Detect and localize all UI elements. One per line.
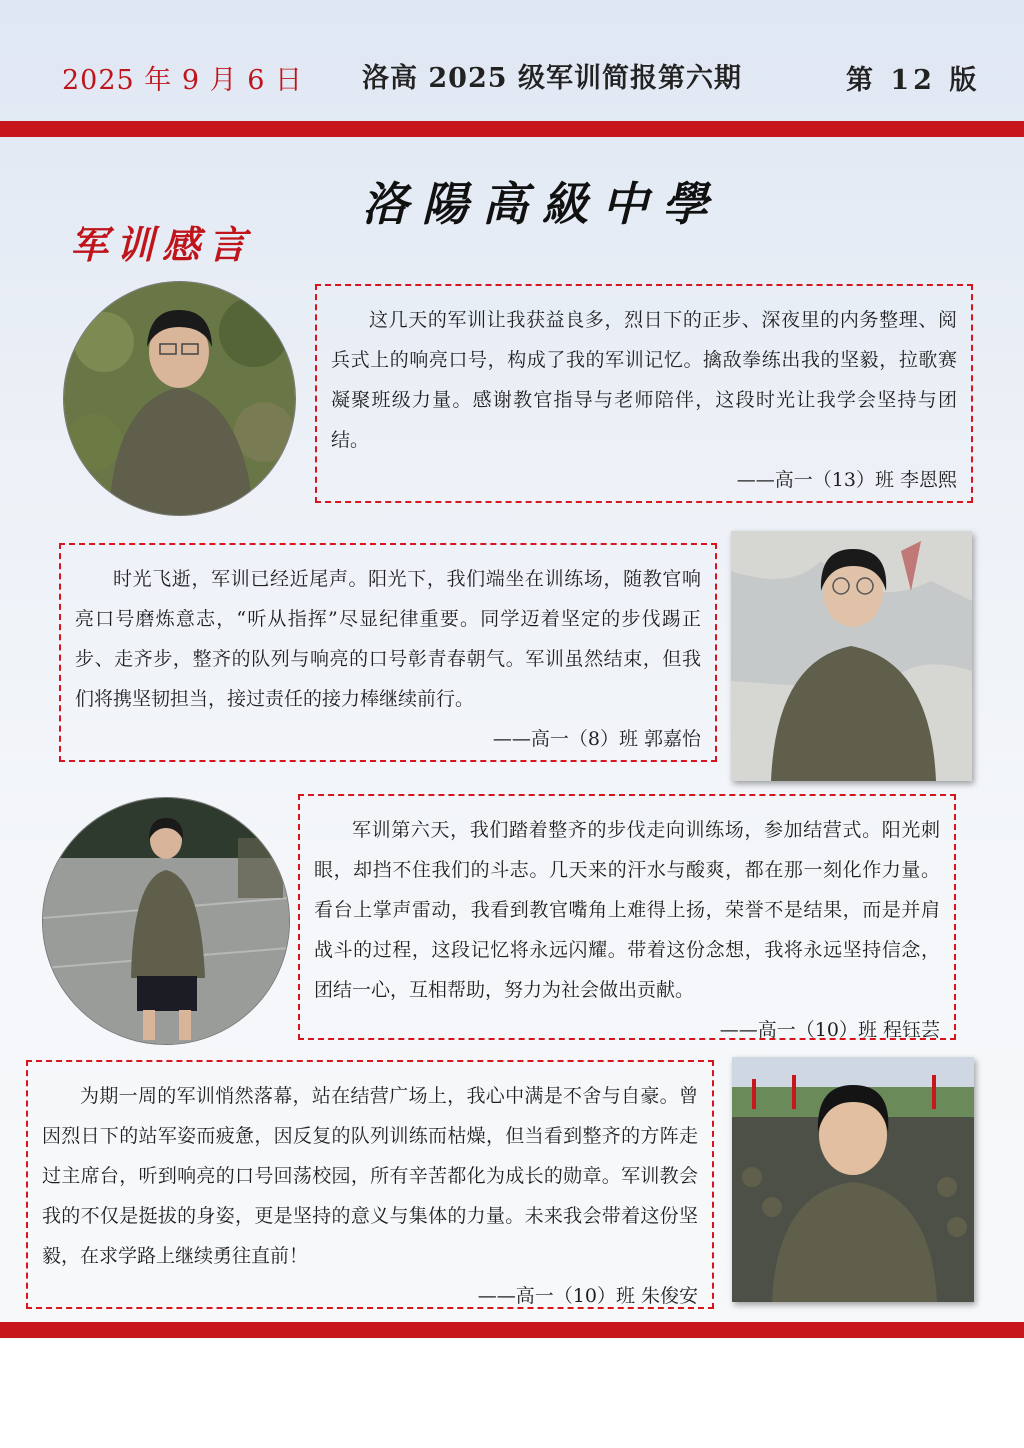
testimonial-signature-1: ——高一（13）班 李恩熙	[736, 469, 957, 491]
testimonial-box-1	[315, 284, 973, 503]
testimonial-text-1: 这几天的军训让我获益良多，烈日下的正步、深夜里的内务整理、阅兵式上的响亮口号，构成了我的军训记忆。擒敌拳练出我的坚毅，拉歌赛凝聚班级力量。感谢教官指导与老师陪伴，这段时光让我学会坚持与团结。	[331, 309, 957, 451]
testimonial-signature-4: ——高一（10）班 朱俊安	[477, 1285, 698, 1307]
testimonial-text-2: 时光飞逝，军训已经近尾声。阳光下，我们端坐在训练场，随教官响亮口号磨炼意志，“听从指挥”尽显纪律重要。同学迈着坚定的步伐踢正步、走齐步，整齐的队列与响亮的口号彰青春朝气。军训虽然结束，但我们将携坚韧担当，接过责任的接力棒继续前行。	[75, 568, 701, 710]
student-photo-3	[42, 797, 290, 1045]
header-date: 2025 年 9 月 6 日	[62, 65, 303, 96]
testimonial-text-3: 军训第六天，我们踏着整齐的步伐走向训练场，参加结营式。阳光刺眼，却挡不住我们的斗志。几天来的汗水与酸爽，都在那一刻化作力量。看台上掌声雷动，我看到教官嘴角上难得上扬，荣誉不是结果，而是并肩战斗的过程，这段记忆将永远闪耀。带着这份念想，我将永远坚持信念，团结一心，互相帮助，努力为社会做出贡献。	[314, 819, 940, 1001]
testimonial-signature-3: ——高一（10）班 程钰芸	[719, 1019, 940, 1041]
student-photo-2	[731, 531, 972, 781]
testimonial-box-4	[26, 1060, 714, 1309]
header-issue: 第 12 版	[846, 65, 981, 96]
testimonial-text-4: 为期一周的军训悄然落幕，站在结营广场上，我心中满是不舍与自豪。曾因烈日下的站军姿而疲惫，因反复的队列训练而枯燥，但当看到整齐的方阵走过主席台，听到响亮的口号回荡校园，所有辛苦都化为成长的勋章。军训教会我的不仅是挺拔的身姿，更是坚持的意义与集体的力量。未来我会带着这份坚毅，在求学路上继续勇往直前！	[42, 1085, 698, 1267]
testimonial-box-2	[59, 543, 717, 762]
school-name-calligraphy: 洛陽高級中學	[362, 177, 722, 231]
testimonial-box-3	[298, 794, 956, 1040]
bottom-divider-bar	[0, 1322, 1024, 1338]
student-photo-1	[63, 281, 296, 516]
header-title: 洛高 2025 级军训简报第六期	[362, 63, 742, 94]
section-title: 军训感言	[70, 222, 255, 267]
student-photo-4	[732, 1057, 974, 1302]
top-divider-bar	[0, 121, 1024, 137]
testimonial-signature-2: ——高一（8）班 郭嘉怡	[492, 728, 701, 750]
